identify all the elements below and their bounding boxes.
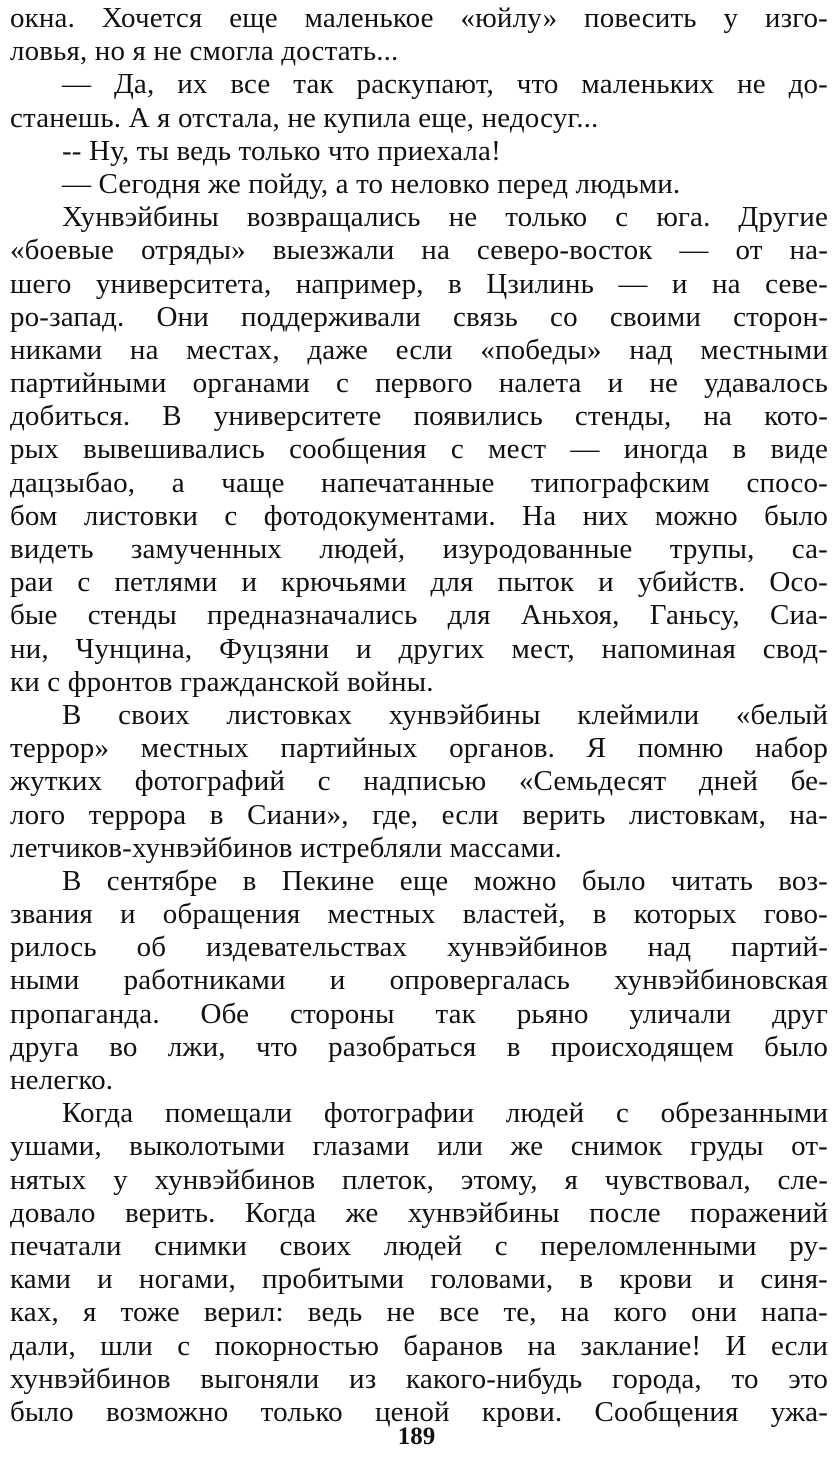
text-line: ушами, выколотыми глазами или же снимок груды от-	[10, 1130, 828, 1163]
text-line: летчиков-хунвэйбинов истребляли массами.	[10, 831, 562, 864]
text-line: ками и ногами, пробитыми головами, в крови и синя-	[10, 1263, 828, 1296]
text-line: ни, Чунцина, Фуцзяни и других мест, напоминая свод-	[10, 632, 828, 665]
text-line: раи с петлями и крючьями для пыток и убийств. Осо-	[10, 566, 828, 599]
text-line: — Сегодня же пойду, а то неловко перед людьми.	[62, 167, 681, 200]
text-line: В сентябре в Пекине еще можно было читать воз-	[62, 864, 828, 897]
text-line: дали, шли с покорностью баранов на заклание! И если	[10, 1329, 828, 1362]
text-line: никами на местах, даже если «победы» над местными	[10, 333, 828, 366]
text-line: партийными органами с первого налета и не удавалось	[10, 367, 828, 400]
text-line: ловья, но я не смогла достать...	[10, 35, 399, 68]
text-line: хунвэйбинов выгоняли из какого-нибудь города, то это	[10, 1362, 828, 1395]
text-line: пропаганда. Обе стороны так рьяно уличали друг	[10, 997, 828, 1030]
text-line: дацзыбао, а чаще напечатанные типографским спосо-	[10, 466, 828, 499]
text-line: бые стенды предназначались для Аньхоя, Ганьсу, Сиа-	[10, 599, 828, 632]
text-line: ках, я тоже верил: ведь не все те, на кого они напа-	[10, 1296, 828, 1329]
text-line: лого террора в Сиани», где, если верить листовкам, на-	[10, 798, 828, 831]
text-line: Когда помещали фотографии людей с обрезанными	[62, 1097, 828, 1130]
book-page	[10, 2, 828, 1429]
text-line: видеть замученных людей, изуродованные трупы, са-	[10, 533, 828, 565]
text-line: ки с фронтов гражданской войны.	[10, 665, 434, 698]
text-line: рых вывешивались сообщения с мест — иногда в виде	[10, 433, 828, 466]
text-line: друга во лжи, что разобраться в происходящем было	[10, 1030, 828, 1063]
text-line: было возможно только ценой крови. Сообщения ужа-	[10, 1395, 828, 1428]
text-line: нятых у хунвэйбинов плеток, этому, я чувствовал, сле-	[10, 1163, 828, 1196]
text-line: звания и обращения местных властей, в которых гово-	[10, 898, 828, 931]
text-line: -- Ну, ты ведь только что приехала!	[62, 134, 501, 167]
text-line: террор» местных партийных органов. Я помню набор	[10, 732, 828, 765]
text-line: нелегко.	[10, 1064, 114, 1096]
text-line: — Да, их все так раскупают, что маленьких не до-	[62, 68, 828, 101]
text-line: рилось об издевательствах хунвэйбинов над партий-	[10, 931, 828, 964]
text-line: ро-запад. Они поддерживали связь со своими сторон-	[10, 300, 828, 333]
page-number: 189	[397, 1423, 436, 1450]
text-line: бом листовки с фотодокументами. На них можно было	[10, 499, 828, 532]
text-line: ными работниками и опровергалась хунвэйбиновская	[10, 964, 828, 997]
text-line: Хунвэйбины возвращались не только с юга. Другие	[62, 201, 828, 234]
text-line: печатали снимки своих людей с переломленными ру-	[10, 1229, 828, 1262]
text-line: станешь. А я отстала, не купила еще, недосуг...	[10, 101, 599, 134]
text-line: В своих листовках хунвэйбины клеймили «белый	[62, 698, 828, 731]
text-line: жутких фотографий с надписью «Семьдесят дней бе-	[10, 765, 828, 798]
text-line: довало верить. Когда же хунвэйбины после поражений	[10, 1196, 828, 1229]
text-line: добиться. В университете появились стенды, на кото-	[10, 400, 828, 433]
text-line: «боевые отряды» выезжали на северо-восток — от на-	[10, 234, 828, 267]
text-line: окна. Хочется еще маленькое «юйлу» повесить у изго-	[10, 2, 828, 34]
text-line: шего университета, например, в Цзилинь — и на севе-	[10, 267, 828, 300]
